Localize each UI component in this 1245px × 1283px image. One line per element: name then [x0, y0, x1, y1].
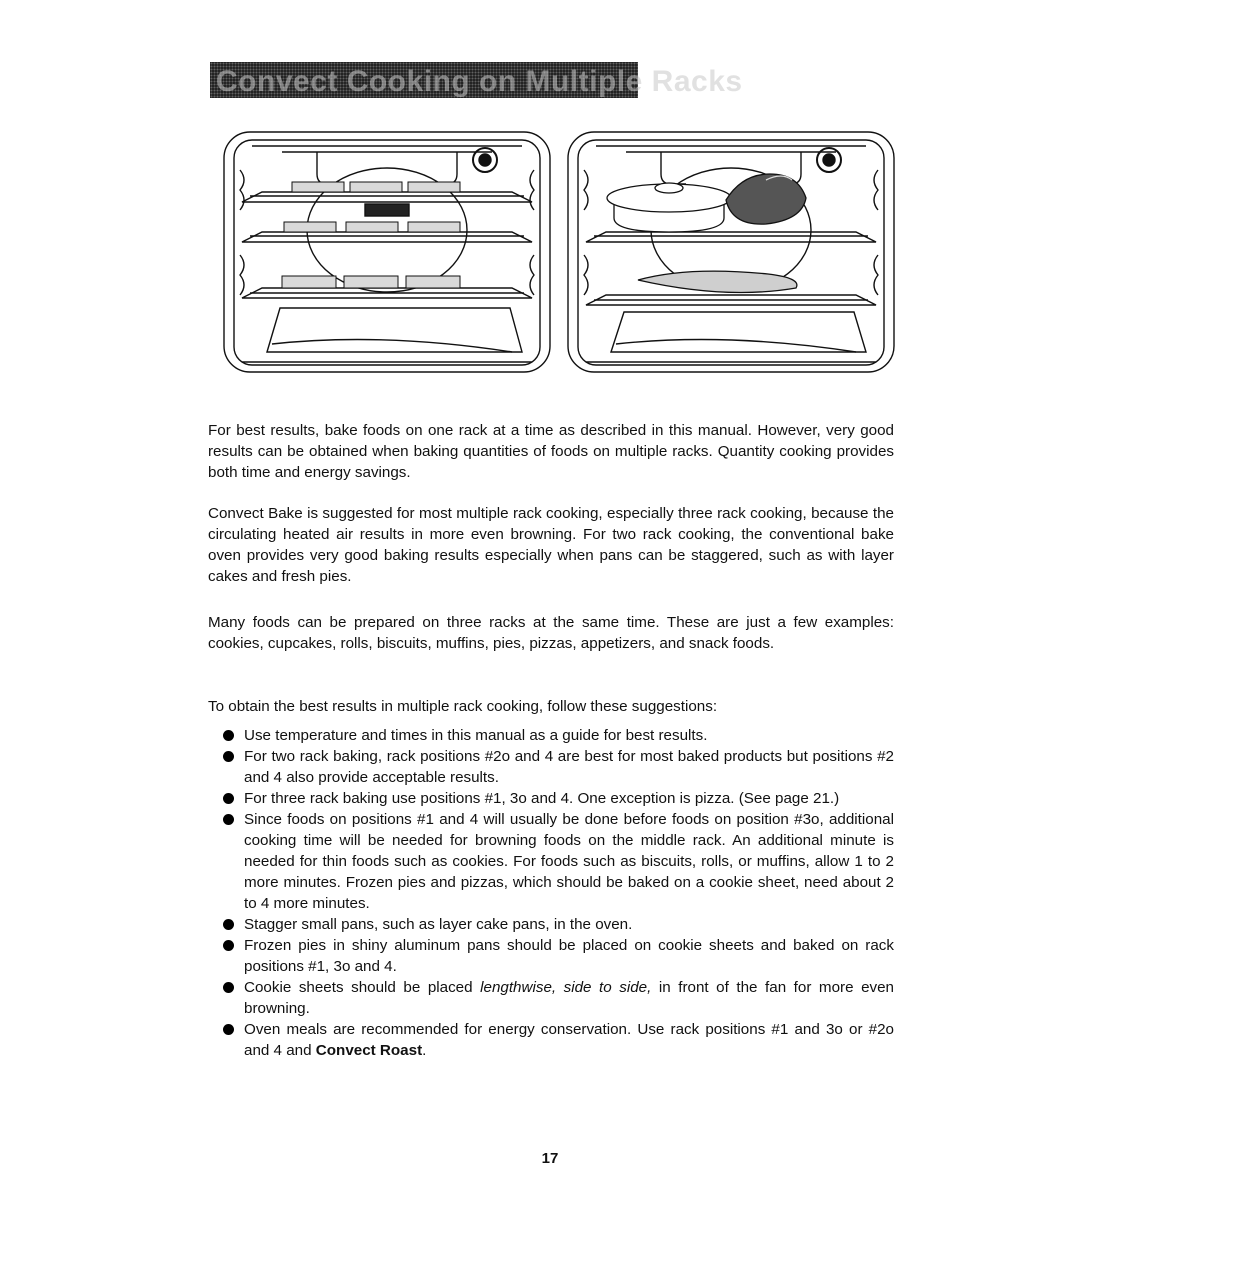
section-title-bar — [210, 62, 743, 98]
bullet-icon — [223, 793, 234, 804]
list-item-text-end: in front of the fan for more even browning. — [244, 979, 895, 1017]
bullet-icon — [223, 1024, 234, 1035]
list-item — [222, 788, 894, 809]
oven-three-racks-illustration — [222, 130, 552, 375]
list-item-text-start: Cookie sheets should be placed — [244, 979, 481, 996]
list-item — [222, 935, 894, 977]
section-title: Convect Cooking on Multiple Racks — [216, 65, 743, 98]
foods-examples-paragraph: Many foods can be prepared on three racks at the same time. These are just a few examples: cookies, cupcakes, rolls, biscuits, muffins, pies, pizzas, appetizers, and snack foods. — [208, 614, 894, 653]
list-item-emphasis: lengthwise, side to side, — [480, 979, 652, 996]
list-item — [222, 914, 894, 935]
list-item-text-end: . — [422, 1042, 427, 1059]
convect-bake-paragraph: Convect Bake is suggested for most multiple rack cooking, especially three rack cooking, because the circulating heated air results in more even browning. For two rack cooking, the conventional bake oven provides very good baking results especially when pans can be staggered, such as with layer cakes and fresh pies. — [208, 505, 894, 586]
list-item-text: For two rack baking, rack positions #2o and 4 are best for most baked products but positions #2 and 4 also provide acceptable results. — [244, 748, 894, 786]
suggestions-list — [222, 725, 894, 1061]
list-item — [222, 725, 894, 746]
list-item-text: Stagger small pans, such as layer cake pans, in the oven. — [244, 916, 633, 933]
list-item-text-start: Oven meals are recommended for energy conservation. Use rack positions #1 and 3o or #2o and 4 and — [244, 1021, 894, 1059]
bullet-icon — [223, 940, 234, 951]
bullet-icon — [223, 982, 234, 993]
bullet-icon — [223, 730, 234, 741]
list-item-text: For three rack baking use positions #1, 3o and 4. One exception is pizza. (See page 21.) — [244, 790, 840, 807]
list-item-text: Since foods on positions #1 and 4 will usually be done before foods on position #3o, additional cooking time will be needed for browning foods on the middle rack. An additional minute is needed for thin foods such as cookies. For foods such as biscuits, rolls, or muffins, allow 1 to 2 more minutes. Frozen pies and pizzas, which should be baked on a cookie sheet, need about 2 to 4 more minutes. — [244, 811, 894, 912]
bullet-icon — [223, 814, 234, 825]
list-item-text: Frozen pies in shiny aluminum pans should be placed on cookie sheets and baked on rack positions #1, 3o and 4. — [244, 937, 894, 975]
bullet-icon — [223, 751, 234, 762]
intro-paragraph: For best results, bake foods on one rack at a time as described in this manual. However, very good results can be obtained when baking quantities of foods on multiple racks. Quantity cooking provides both time and energy savings. — [208, 422, 894, 482]
bullet-icon — [223, 919, 234, 930]
list-item — [222, 1019, 894, 1061]
oven-illustrations — [222, 130, 888, 375]
list-item — [222, 977, 894, 1019]
list-item — [222, 809, 894, 914]
list-item — [222, 746, 894, 788]
suggestions-intro: To obtain the best results in multiple rack cooking, follow these suggestions: — [208, 698, 718, 716]
oven-meal-illustration — [566, 130, 896, 375]
list-item-strong: Convect Roast — [315, 1042, 423, 1059]
list-item-text: Use temperature and times in this manual as a guide for best results. — [244, 727, 708, 744]
page-number: 17 — [541, 1150, 559, 1167]
